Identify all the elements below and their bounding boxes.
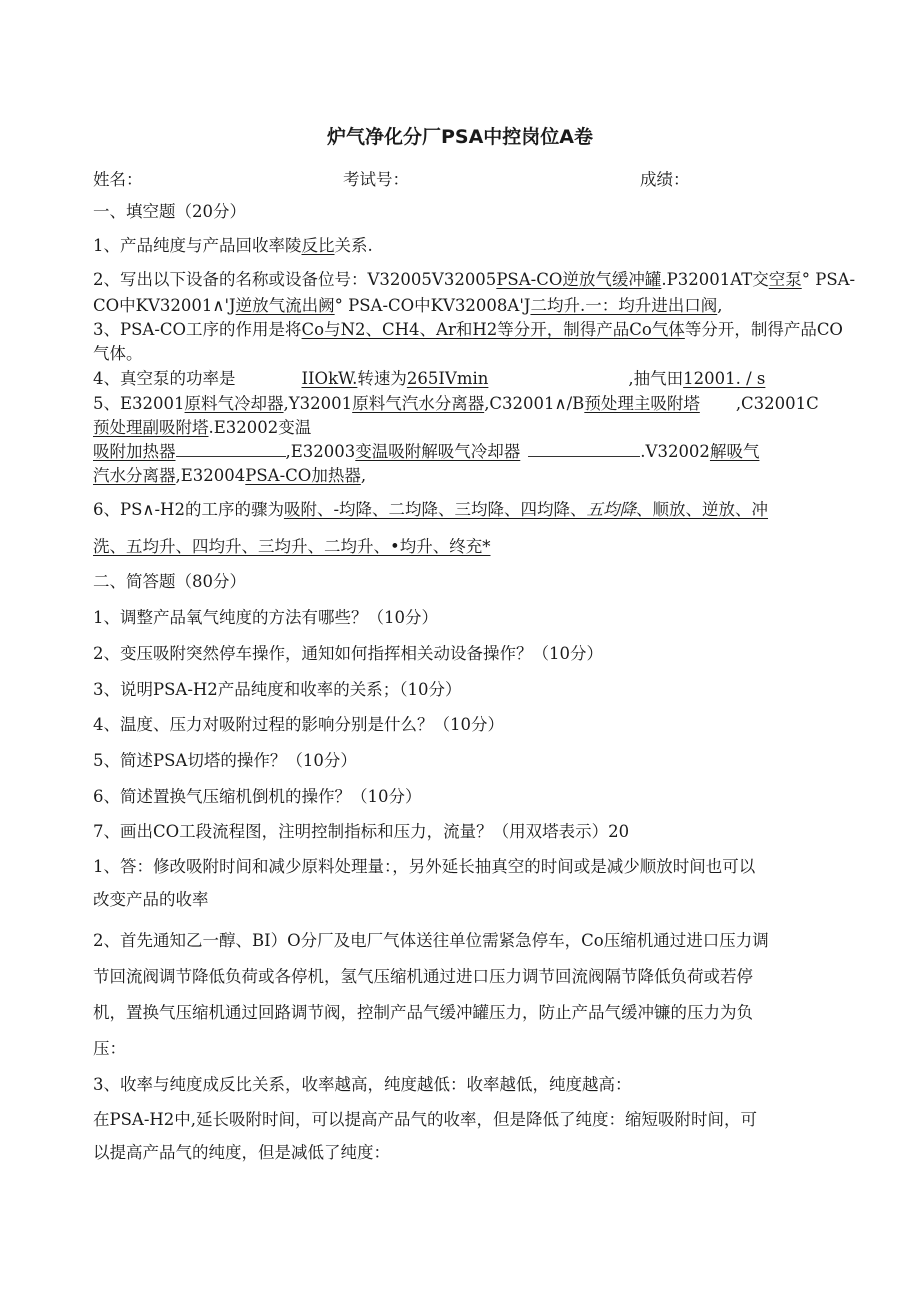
- short-question-7: 7、画出CO工段流程图，注明控制指标和压力，流量？（用双塔表示）20: [93, 822, 630, 841]
- q5-text-6: ,: [360, 466, 367, 485]
- q4-answer-power: IIOkW.: [301, 369, 358, 388]
- q4-text: 4、真空泵的功率是: [93, 369, 236, 388]
- page-title: 炉气净化分厂PSA中控岗位A卷: [326, 126, 594, 148]
- q6-answer-1: 吸附、-均降、二均降、三均降、四均降、: [283, 500, 587, 519]
- question-6-line-2: [93, 537, 490, 557]
- question-2-line-2: [93, 296, 722, 316]
- q4-answer-speed: 265IVmin: [406, 369, 489, 388]
- q5-answer-1: 原料气冷却器: [184, 394, 284, 413]
- q6-text: 6、PS∧-H2的工序的骤为: [93, 500, 284, 519]
- q5-answer-6: 变温吸附解吸气冷却器: [355, 442, 521, 461]
- answer-blank: [176, 442, 286, 457]
- question-5-line-4: [93, 466, 366, 486]
- answer-3-line-2: 在PSA-H2中,延长吸附时间，可以提高产品气的收率，但是降低了纯度：缩短吸附时间，可: [93, 1110, 758, 1129]
- answer-3-line-3: 以提高产品气的纯度，但是减低了纯度：: [93, 1143, 390, 1162]
- q5-text-m1: ,Y32001: [283, 394, 353, 413]
- q5-text-2: .E32002变温: [208, 418, 312, 437]
- q5-answer-3: 预处理主吸附塔: [584, 394, 700, 413]
- question-3-line-1: [93, 320, 843, 340]
- q3-text-end: 等分开，制得产品CO: [684, 320, 843, 339]
- q5-text-4: .V32002: [640, 442, 710, 461]
- q5-text-m2: ,C32001∧/B: [484, 394, 585, 413]
- exam-no-label: 考试号：: [343, 170, 409, 189]
- answer-1-line-1: 1、答：修改吸附时间和减少原料处理量：，另外延长抽真空的时间或是减少顺放时间也可以: [93, 857, 756, 876]
- answer-1-line-2: 改变产品的收率: [93, 890, 209, 909]
- q3-answer: Co与N2、CH4、Ar和H2等分开，制得产品Co气体: [301, 320, 685, 339]
- q2-text-end: ° PSA-: [801, 270, 856, 289]
- q5-text-3: ,E32003: [285, 442, 356, 461]
- q4-text-mid-2: ,抽气田: [628, 369, 684, 388]
- q2-answer-1: PSA-CO逆放气缓冲罐: [496, 270, 662, 289]
- q5-answer-9: PSA-CO加热器: [245, 466, 361, 485]
- answer-2-line-3: 机，置换气压缩机通过回路调节阀，控制产品气缓冲罐压力，防止产品气缓冲镰的压力为负: [93, 1003, 753, 1022]
- q5-answer-4: 预处理副吸附塔: [93, 418, 209, 437]
- section-short-answer-heading: 二、简答题（80分）: [93, 572, 246, 591]
- answer-2-line-2: 节回流阀调节降低负荷或各停机，氢气压缩机通过进口压力调节回流阀隔节降低负荷或若停: [93, 967, 753, 986]
- question-1: [93, 236, 373, 256]
- q2-answer-4: 二均升.一：均升进出口阀: [530, 296, 718, 315]
- q6-answer-4: 洗、五均升、四均升、三均升、二均升、•均升、终充*: [93, 537, 491, 556]
- question-6-line-1: [93, 500, 768, 520]
- q4-text-mid: 转速为: [357, 369, 407, 388]
- q5-answer-5: 吸附加热器: [93, 442, 176, 461]
- header-line: [93, 170, 143, 190]
- answer-blank: [528, 442, 640, 457]
- question-3-line-2: 气体。: [93, 344, 143, 363]
- short-question-4: 4、温度、压力对吸附过程的影响分别是什么？（10分）: [93, 715, 504, 734]
- q5-answer-8: 汽水分离器: [93, 466, 176, 485]
- q5-text-end: ,C32001C: [735, 394, 819, 413]
- q2-text-mid: .P32001AT交: [661, 270, 769, 289]
- q5-text: 5、E32001: [93, 394, 185, 413]
- q4-answer-flow: 12001. / s: [683, 369, 766, 388]
- answer-2-line-1: 2、首先通知乙一醇、BI）O分厂及电厂气体送往单位需紧急停车，Co压缩机通过进口压力调: [93, 931, 769, 950]
- q6-answer-2: 五均降: [586, 500, 637, 519]
- question-5-line-2: [93, 418, 311, 438]
- q2-text-mid-2: ° PSA-CO中KV32008A'J: [334, 296, 531, 315]
- score-label: 成绩：: [640, 170, 690, 189]
- answer-3-line-1: 3、收率与纯度成反比关系，收率越高，纯度越低：收率越低，纯度越高：: [93, 1075, 632, 1094]
- q1-text: 1、产品纯度与产品回收率陵: [93, 236, 302, 255]
- q5-answer-2: 原料气汽水分离器: [352, 394, 485, 413]
- question-5-line-1: [93, 394, 819, 414]
- q3-text: 3、PSA-CO工序的作用是将: [93, 320, 302, 339]
- q1-text-end: 关系.: [334, 236, 373, 255]
- section-fill-blank-heading: 一、填空题（20分）: [93, 202, 246, 221]
- short-question-2: 2、变压吸附突然停车操作，通知如何指挥相关动设备操作？（10分）: [93, 644, 603, 663]
- question-4: [93, 369, 765, 389]
- short-question-5: 5、简述PSA切塔的操作？（10分）: [93, 751, 357, 770]
- q2-answer-3: 逆放气流出阙: [235, 296, 335, 315]
- answer-2-line-4: 压：: [93, 1039, 126, 1058]
- q2-answer-2: 空泵: [768, 270, 802, 289]
- q2-text-end-2: ,: [717, 296, 723, 315]
- q5-answer-7: 解吸气: [709, 442, 760, 461]
- question-2-line-1: [93, 270, 855, 290]
- q5-text-5: ,E32004: [175, 466, 246, 485]
- short-question-1: 1、调整产品氧气纯度的方法有哪些？（10分）: [93, 608, 438, 627]
- q2-text: 2、写出以下设备的名称或设备位号：V32005V32005: [93, 270, 497, 289]
- name-label: 姓名：: [93, 170, 143, 189]
- q6-answer-3: 、顺放、逆放、冲: [636, 500, 769, 519]
- question-5-line-3: [93, 442, 759, 462]
- short-question-3: 3、说明PSA-H2产品纯度和收率的关系；（10分）: [93, 680, 462, 699]
- short-question-6: 6、简述置换气压缩机倒机的操作？（10分）: [93, 787, 422, 806]
- q1-answer: 反比: [301, 236, 335, 255]
- q2-text-2: CO中KV32001∧'J: [93, 296, 236, 315]
